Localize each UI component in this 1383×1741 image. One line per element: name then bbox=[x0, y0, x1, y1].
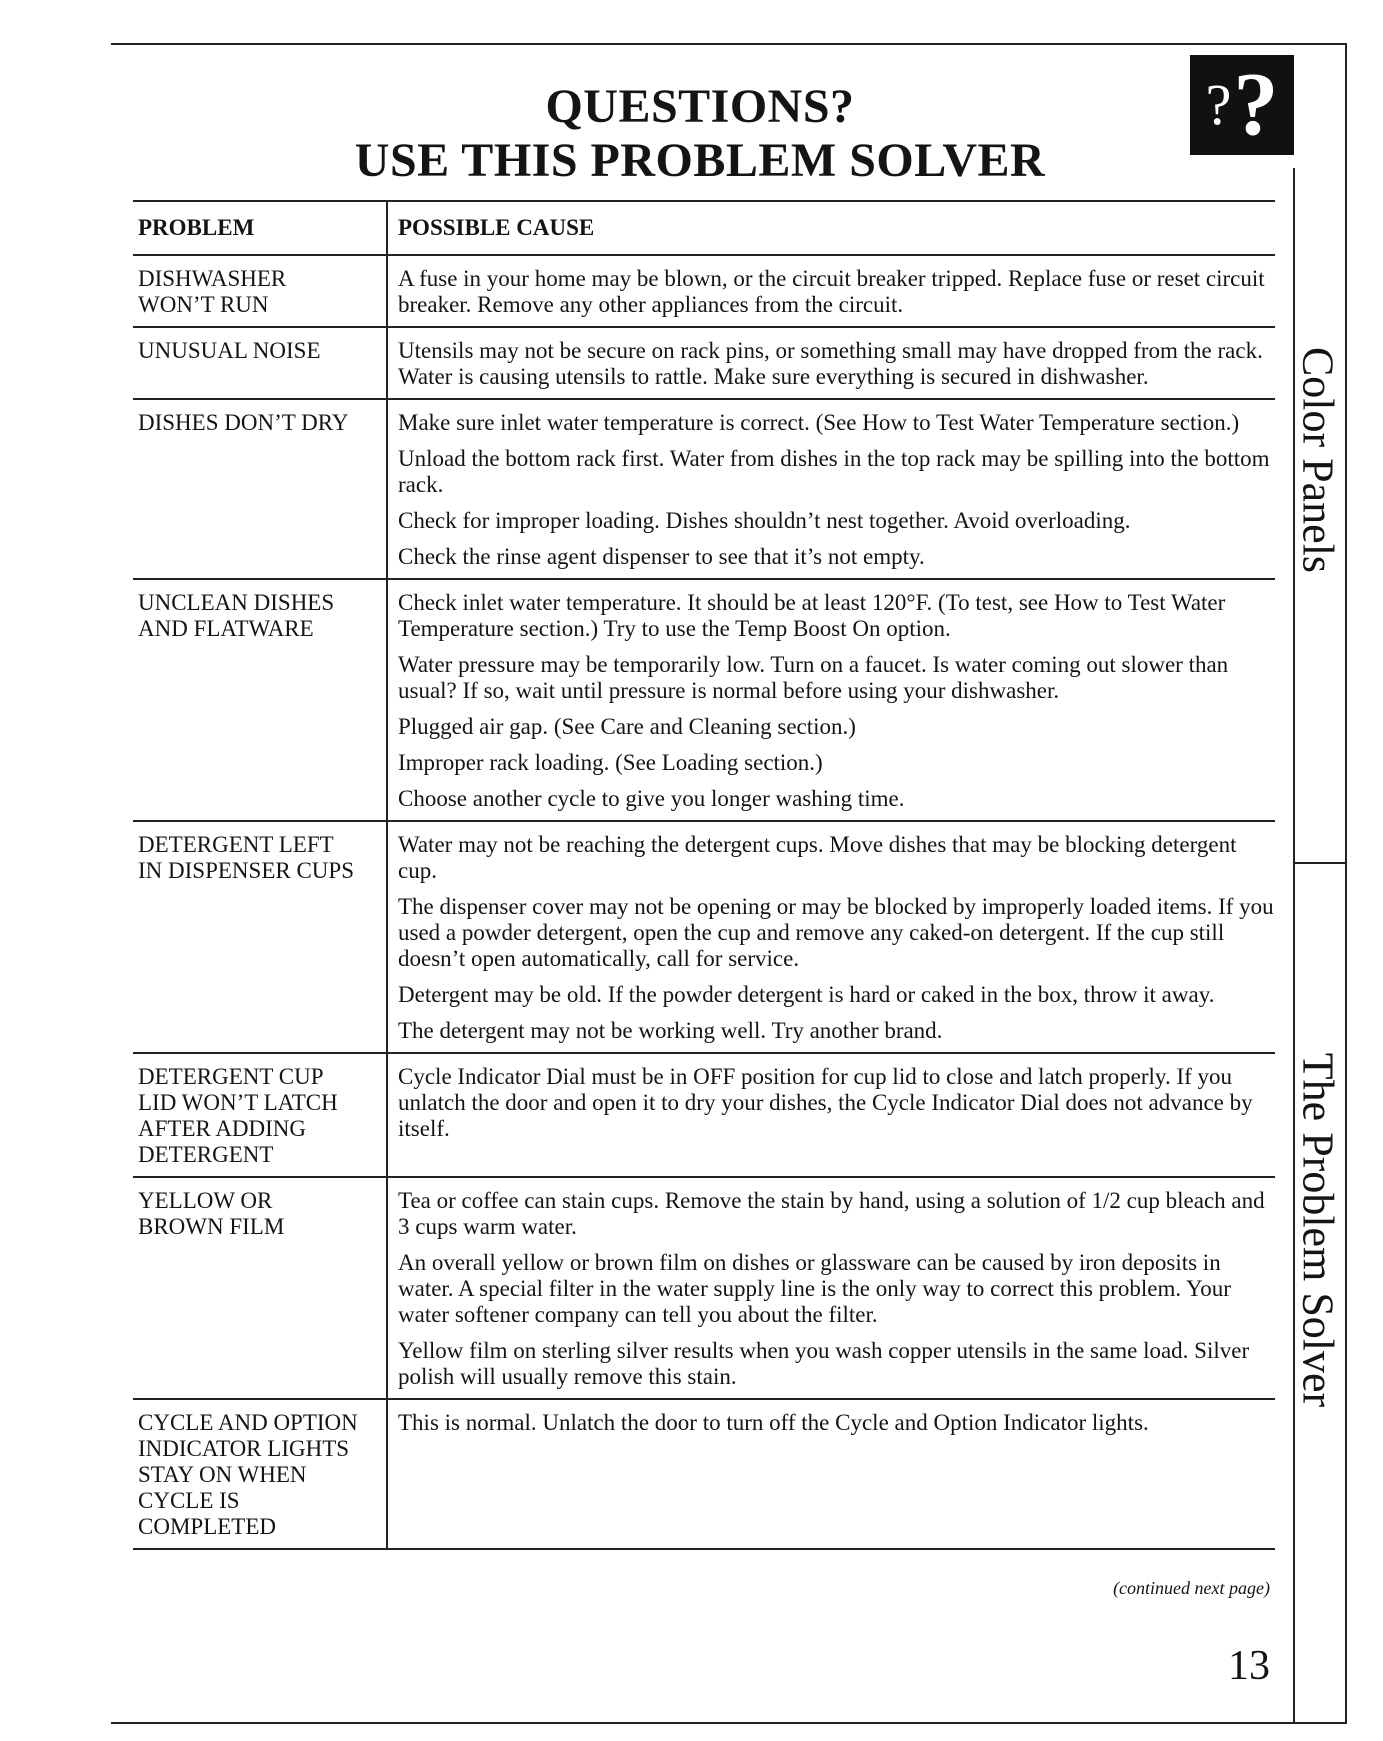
table-header bbox=[133, 200, 1275, 256]
cause-cell bbox=[386, 400, 1275, 578]
question-mark-small: ? bbox=[1205, 72, 1232, 137]
question-mark-big: ? bbox=[1233, 55, 1279, 154]
cause-paragraph: An overall yellow or brown film on dishes or glassware can be caused by iron deposits in water. A special filter in the water supply line is the only way to correct this problem. Your water softener company can tell you about the filter. bbox=[398, 1250, 1231, 1327]
table-row bbox=[133, 822, 1275, 1054]
problem-cell bbox=[133, 822, 386, 1052]
cause-paragraph: Cycle Indicator Dial must be in OFF position for cup lid to close and latch properly. If you unlatch the door and open it to dry your dishes, the Cycle Indicator Dial does not advance by itself. bbox=[398, 1064, 1253, 1141]
problem-line: DETERGENT LEFT bbox=[138, 832, 334, 857]
cause-paragraph: Unload the bottom rack first. Water from dishes in the top rack may be spilling into the bottom rack. bbox=[398, 446, 1270, 497]
table-row bbox=[133, 328, 1275, 400]
top-rule bbox=[111, 43, 1345, 45]
problem-line: DETERGENT CUP bbox=[138, 1064, 324, 1089]
tab-divider bbox=[1295, 862, 1345, 864]
cause-cell bbox=[386, 1054, 1275, 1176]
bottom-rule bbox=[111, 1722, 1345, 1724]
problem-line: CYCLE AND OPTION bbox=[138, 1410, 358, 1435]
question-mark-icon bbox=[1190, 55, 1294, 155]
cause-paragraph: This is normal. Unlatch the door to turn off the Cycle and Option Indicator lights. bbox=[398, 1410, 1149, 1435]
cause-paragraph: The detergent may not be working well. Try another brand. bbox=[398, 1018, 943, 1043]
problem-line: STAY ON WHEN bbox=[138, 1462, 307, 1487]
problem-line: LID WON’T LATCH bbox=[138, 1090, 338, 1115]
table-row bbox=[133, 400, 1275, 580]
cause-cell bbox=[386, 822, 1275, 1052]
table-row bbox=[133, 580, 1275, 822]
cause-cell bbox=[386, 580, 1275, 820]
problem-line: YELLOW OR bbox=[138, 1188, 273, 1213]
problem-cell bbox=[133, 400, 386, 578]
cause-cell bbox=[386, 1400, 1275, 1548]
problem-line: WON’T RUN bbox=[138, 292, 269, 317]
problem-cell bbox=[133, 328, 386, 398]
cause-paragraph: The dispenser cover may not be opening or may be blocked by improperly loaded items. If you used a powder detergent, open the cup and remove any caked-on detergent. If the cup still doesn’t open automatically, call for service. bbox=[398, 894, 1274, 971]
problem-line: AND FLATWARE bbox=[138, 616, 314, 641]
cause-paragraph: Detergent may be old. If the powder detergent is hard or caked in the box, throw it away. bbox=[398, 982, 1215, 1007]
table-row bbox=[133, 1400, 1275, 1550]
page-number: 13 bbox=[1228, 1643, 1270, 1689]
table-row bbox=[133, 1178, 1275, 1400]
title-line-2: USE THIS PROBLEM SOLVER bbox=[354, 134, 1046, 187]
problem-cell bbox=[133, 1054, 386, 1176]
cause-cell bbox=[386, 328, 1275, 398]
problem-cell bbox=[133, 1400, 386, 1548]
right-rule bbox=[1345, 43, 1347, 1724]
cause-cell bbox=[386, 256, 1275, 326]
problem-cell bbox=[133, 580, 386, 820]
cause-paragraph: Yellow film on sterling silver results when you wash copper utensils in the same load. Silver polish will usually remove this stain. bbox=[398, 1338, 1250, 1389]
problem-line: BROWN FILM bbox=[138, 1214, 285, 1239]
cause-paragraph: Plugged air gap. (See Care and Cleaning section.) bbox=[398, 714, 856, 739]
problem-line: DISHWASHER bbox=[138, 266, 287, 291]
table-row bbox=[133, 256, 1275, 328]
problem-cell bbox=[133, 1178, 386, 1398]
page-title bbox=[320, 80, 1080, 188]
cause-paragraph: Make sure inlet water temperature is correct. (See How to Test Water Temperature section.) bbox=[398, 410, 1240, 435]
problem-line: IN DISPENSER CUPS bbox=[138, 858, 354, 883]
problem-cell bbox=[133, 256, 386, 326]
header-problem: PROBLEM bbox=[138, 215, 255, 240]
side-tab-color-panels[interactable]: Color Panels bbox=[1293, 346, 1343, 574]
table-row bbox=[133, 1054, 1275, 1178]
cause-paragraph: Improper rack loading. (See Loading section.) bbox=[398, 750, 823, 775]
problem-line: UNCLEAN DISHES bbox=[138, 590, 335, 615]
cause-paragraph: Tea or coffee can stain cups. Remove the stain by hand, using a solution of 1/2 cup bleach and 3 cups warm water. bbox=[398, 1188, 1265, 1239]
cause-cell bbox=[386, 1178, 1275, 1398]
side-tab-problem-solver[interactable]: The Problem Solver bbox=[1293, 1052, 1343, 1408]
problem-line: INDICATOR LIGHTS bbox=[138, 1436, 350, 1461]
cause-paragraph: A fuse in your home may be blown, or the circuit breaker tripped. Replace fuse or reset circuit breaker. Remove any other appliances from the circuit. bbox=[398, 266, 1265, 317]
continued-note: (continued next page) bbox=[1113, 1578, 1270, 1598]
cause-paragraph: Choose another cycle to give you longer washing time. bbox=[398, 786, 905, 811]
problem-line: AFTER ADDING bbox=[138, 1116, 307, 1141]
cause-paragraph: Check for improper loading. Dishes shouldn’t nest together. Avoid overloading. bbox=[398, 508, 1131, 533]
problem-line: DETERGENT bbox=[138, 1142, 274, 1167]
problem-line: DISHES DON’T DRY bbox=[138, 410, 349, 435]
problem-line: UNUSUAL NOISE bbox=[138, 338, 321, 363]
cause-paragraph: Water may not be reaching the detergent cups. Move dishes that may be blocking detergent cup. bbox=[398, 832, 1237, 883]
problem-solver-table bbox=[133, 200, 1275, 1550]
cause-paragraph: Check the rinse agent dispenser to see that it’s not empty. bbox=[398, 544, 925, 569]
title-line-1: QUESTIONS? bbox=[545, 80, 855, 133]
cause-paragraph: Utensils may not be secure on rack pins, or something small may have dropped from the rack. Water is causing utensils to rattle. Make sure everything is secured in dishwasher. bbox=[398, 338, 1263, 389]
cause-paragraph: Check inlet water temperature. It should be at least 120°F. (To test, see How to Test Water Temperature section.) Try to use the Temp Boost On option. bbox=[398, 590, 1226, 641]
header-possible-cause: POSSIBLE CAUSE bbox=[386, 202, 1275, 254]
problem-line: CYCLE IS bbox=[138, 1488, 240, 1513]
problem-line: COMPLETED bbox=[138, 1514, 276, 1539]
cause-paragraph: Water pressure may be temporarily low. Turn on a faucet. Is water coming out slower than usual? If so, wait until pressure is normal before using your dishwasher. bbox=[398, 652, 1229, 703]
